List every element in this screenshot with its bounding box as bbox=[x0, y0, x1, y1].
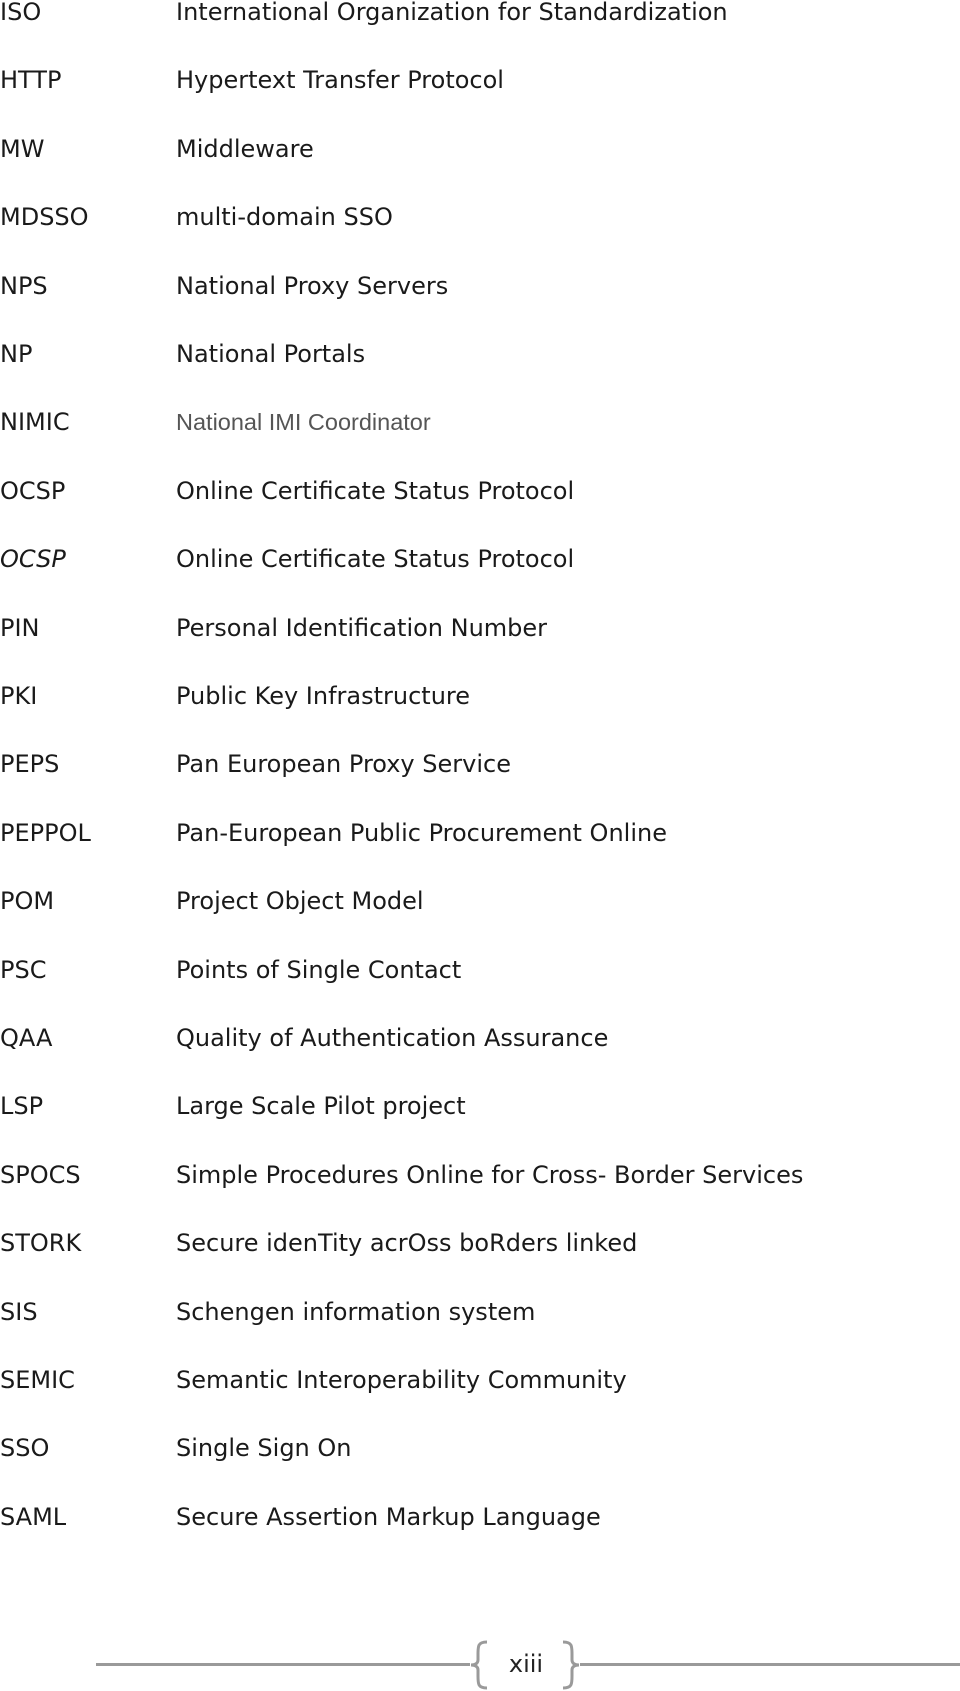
definition: Project Object Model bbox=[176, 887, 424, 915]
list-item bbox=[0, 1094, 960, 1134]
definition: International Organization for Standardization bbox=[176, 0, 728, 26]
definition: National Proxy Servers bbox=[176, 272, 449, 300]
list-item bbox=[0, 1368, 960, 1408]
definition: Personal Identification Number bbox=[176, 614, 548, 642]
list-item bbox=[0, 1505, 960, 1545]
list-item bbox=[0, 821, 960, 861]
abbreviation: NPS bbox=[0, 272, 48, 300]
list-item bbox=[0, 1436, 960, 1476]
definition: Public Key Infrastructure bbox=[176, 682, 471, 710]
list-item bbox=[0, 752, 960, 792]
list-item bbox=[0, 958, 960, 998]
abbreviation: PEPPOL bbox=[0, 819, 91, 847]
definition: Points of Single Contact bbox=[176, 956, 462, 984]
definition: Quality of Authentication Assurance bbox=[176, 1024, 609, 1052]
definition: Online Certificate Status Protocol bbox=[176, 477, 575, 505]
list-item bbox=[0, 889, 960, 929]
abbreviation: ISO bbox=[0, 0, 42, 26]
abbreviation: PKI bbox=[0, 682, 38, 710]
definition: Pan European Proxy Service bbox=[176, 750, 511, 778]
definition: Large Scale Pilot project bbox=[176, 1092, 466, 1120]
list-item bbox=[0, 410, 960, 450]
definition: Secure idenTity acrOss boRders linked bbox=[176, 1229, 638, 1257]
list-item bbox=[0, 547, 960, 587]
abbreviation: LSP bbox=[0, 1092, 44, 1120]
abbreviation: QAA bbox=[0, 1024, 53, 1052]
list-item bbox=[0, 342, 960, 382]
list-item bbox=[0, 0, 960, 40]
list-item bbox=[0, 137, 960, 177]
definition: Hypertext Transfer Protocol bbox=[176, 66, 504, 94]
abbreviation: SSO bbox=[0, 1434, 50, 1462]
abbreviation: HTTP bbox=[0, 66, 62, 94]
list-item bbox=[0, 68, 960, 108]
definition: Middleware bbox=[176, 135, 314, 163]
abbreviation: MW bbox=[0, 135, 45, 163]
definition: Simple Procedures Online for Cross- Border Services bbox=[176, 1161, 804, 1189]
abbreviation: POM bbox=[0, 887, 55, 915]
abbreviation: SEMIC bbox=[0, 1366, 75, 1394]
list-item bbox=[0, 1300, 960, 1340]
left-brace-icon bbox=[468, 1640, 490, 1690]
abbreviation: SIS bbox=[0, 1298, 38, 1326]
definition: Single Sign On bbox=[176, 1434, 352, 1462]
list-item bbox=[0, 274, 960, 314]
abbreviation: OCSP bbox=[0, 477, 66, 505]
definition: Secure Assertion Markup Language bbox=[176, 1503, 601, 1531]
abbreviation: MDSSO bbox=[0, 203, 89, 231]
list-item bbox=[0, 205, 960, 245]
abbreviation: SPOCS bbox=[0, 1161, 81, 1189]
abbreviation: NP bbox=[0, 340, 33, 368]
abbreviation: OCSP bbox=[0, 545, 66, 573]
definition: National Portals bbox=[176, 340, 366, 368]
page-number: xiii bbox=[508, 1650, 544, 1678]
list-item bbox=[0, 616, 960, 656]
list-item bbox=[0, 1163, 960, 1203]
list-item bbox=[0, 1231, 960, 1271]
footer-rule-left bbox=[96, 1663, 470, 1666]
page-footer bbox=[0, 1640, 960, 1690]
definition: Online Certificate Status Protocol bbox=[176, 545, 575, 573]
abbreviation: STORK bbox=[0, 1229, 82, 1257]
definition: Schengen information system bbox=[176, 1298, 536, 1326]
definition: National IMI Coordinator bbox=[176, 409, 431, 435]
list-item bbox=[0, 684, 960, 724]
definition: Pan-European Public Procurement Online bbox=[176, 819, 667, 847]
abbreviation: NIMIC bbox=[0, 408, 70, 436]
abbreviation: PIN bbox=[0, 614, 40, 642]
list-item bbox=[0, 479, 960, 519]
abbreviation: PSC bbox=[0, 956, 47, 984]
list-item bbox=[0, 1026, 960, 1066]
definition: multi-domain SSO bbox=[176, 203, 393, 231]
right-brace-icon bbox=[560, 1640, 582, 1690]
footer-rule-right bbox=[580, 1663, 960, 1666]
abbreviation: SAML bbox=[0, 1503, 67, 1531]
abbreviation: PEPS bbox=[0, 750, 60, 778]
definition: Semantic Interoperability Community bbox=[176, 1366, 627, 1394]
